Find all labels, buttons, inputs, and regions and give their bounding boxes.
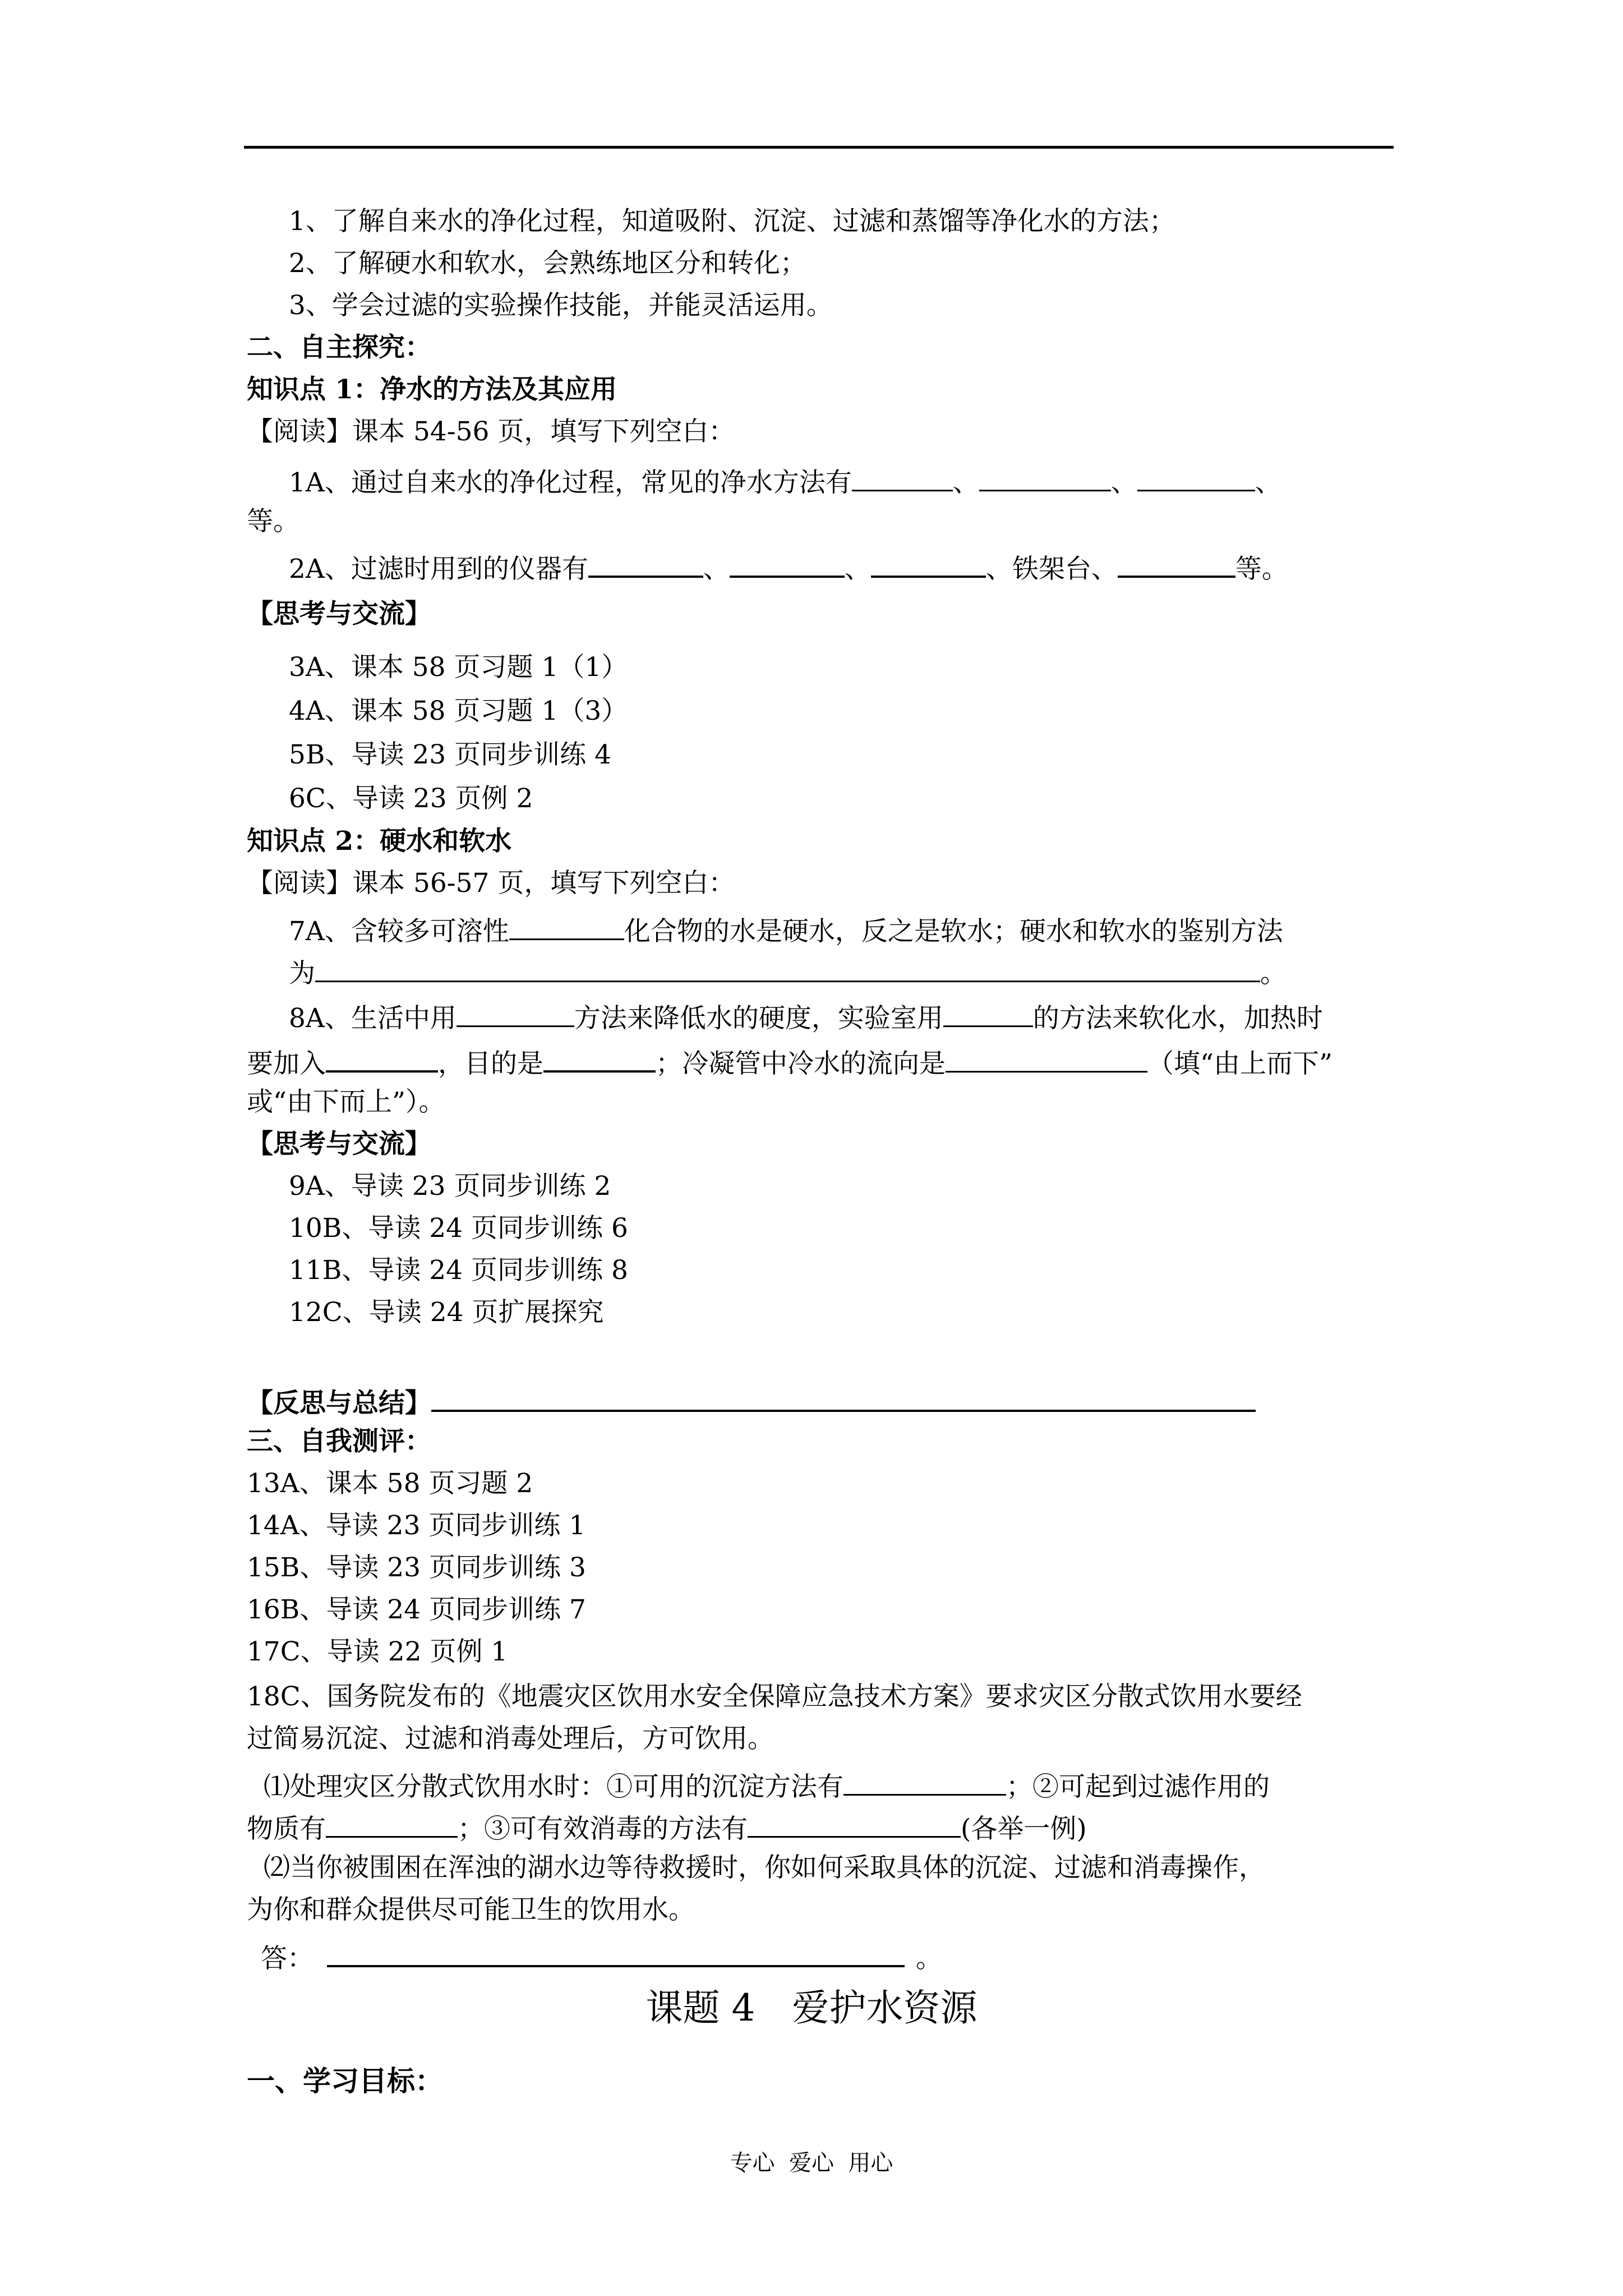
question-18C-line2: 过简易沉淀、过滤和消毒处理后，方可饮用。: [247, 1723, 774, 1754]
question-18C-part1-line2: [247, 1809, 1087, 1846]
question-text: 8A、生活中用: [289, 1003, 457, 1034]
kp1-read-instruction: 【阅读】课本 54-56 页，填写下列空白：: [247, 416, 735, 447]
separator: 、: [703, 554, 730, 585]
section-heading-selftest: 三、自我测评：: [247, 1426, 431, 1457]
test-item: 15B、导读 23 页同步训练 3: [247, 1552, 586, 1583]
answer-blank[interactable]: [871, 549, 986, 578]
kp2-item: 10B、导读 24 页同步训练 6: [289, 1213, 628, 1244]
question-text: 物质有: [247, 1814, 326, 1844]
objective-2: 2、了解硬水和软水，会熟练地区分和转化；: [289, 248, 806, 279]
reflect-summary: [247, 1383, 1256, 1420]
question-text: 。: [1260, 958, 1287, 989]
question-2A: [289, 549, 1288, 586]
question-text: 化合物的水是硬水，反之是软水；硬水和软水的鉴别方法: [624, 916, 1283, 947]
answer-blank[interactable]: [1137, 463, 1255, 491]
reflect-answer-blank[interactable]: [431, 1383, 1256, 1412]
answer-blank[interactable]: [979, 463, 1111, 491]
answer-blank[interactable]: [327, 1938, 905, 1967]
section-heading-goals: 一、学习目标：: [247, 2064, 443, 2097]
question-text: （填“由上而下”: [1147, 1048, 1333, 1079]
question-text: 。: [916, 1943, 942, 1974]
answer-blank[interactable]: [748, 1809, 961, 1838]
answer-line: [261, 1938, 942, 1976]
question-text: 的方法来软化水，加热时: [1032, 1003, 1323, 1034]
kp1-think-heading: 【思考与交流】: [247, 599, 431, 629]
kp1-item: 5B、导读 23 页同步训练 4: [289, 739, 611, 770]
question-text: 2A、过滤时用到的仪器有: [289, 554, 588, 585]
question-18C-part2-line2: 为你和群众提供尽可能卫生的饮用水。: [247, 1894, 695, 1925]
kp1-item: 3A、课本 58 页习题 1（1）: [289, 652, 628, 683]
objective-3: 3、学会过滤的实验操作技能，并能灵活运用。: [289, 290, 833, 321]
answer-blank[interactable]: [326, 1043, 438, 1073]
objective-1: 1、了解自来水的净化过程，知道吸附、沉淀、过滤和蒸馏等净化水的方法；: [289, 206, 1175, 237]
question-7A: [289, 912, 1283, 949]
answer-blank[interactable]: [588, 549, 703, 578]
question-text: 方法来降低水的硬度，实验室用: [574, 1003, 943, 1034]
question-text: (各举一例): [961, 1814, 1087, 1844]
question-1A: [289, 463, 1281, 500]
question-7A-line2: [289, 954, 1287, 991]
test-item: 13A、课本 58 页习题 2: [247, 1468, 533, 1499]
header-rule: [244, 146, 1394, 149]
question-text: ⑴处理灾区分散式饮用水时：①可用的沉淀方法有: [264, 1772, 843, 1802]
answer-blank[interactable]: [852, 463, 953, 491]
page-footer: 专心 爱心 用心: [730, 2150, 893, 2176]
question-text: 要加入: [247, 1048, 326, 1079]
kp1-item: 6C、导读 23 页例 2: [289, 783, 533, 814]
question-8A-line2: [247, 1043, 1332, 1081]
question-text: 、铁架台、: [985, 554, 1118, 585]
question-text: ；③可有效消毒的方法有: [458, 1814, 748, 1844]
question-text: 等。: [1235, 554, 1288, 585]
question-18C-line1: 18C、国务院发布的《地震灾区饮用水安全保障应急技术方案》要求灾区分散式饮用水要经: [247, 1681, 1302, 1712]
reflect-label: 【反思与总结】: [247, 1388, 431, 1419]
separator: 、: [1255, 467, 1281, 498]
answer-blank[interactable]: [843, 1767, 1006, 1796]
question-text: 为: [289, 958, 315, 989]
lesson-title: 课题 4 爱护水资源: [645, 1986, 978, 2030]
answer-blank[interactable]: [509, 912, 624, 940]
kp2-read-instruction: 【阅读】课本 56-57 页，填写下列空白：: [247, 868, 735, 899]
kp1-item: 4A、课本 58 页习题 1（3）: [289, 696, 628, 726]
test-item: 16B、导读 24 页同步训练 7: [247, 1594, 586, 1625]
question-18C-part1: [264, 1767, 1270, 1804]
test-item: 14A、导读 23 页同步训练 1: [247, 1510, 586, 1541]
question-text: ；冷凝管中冷水的流向是: [656, 1048, 946, 1079]
question-1A-end: 等。: [247, 506, 299, 537]
answer-blank[interactable]: [943, 999, 1033, 1027]
question-text: ；②可起到过滤作用的: [1006, 1772, 1270, 1802]
kp1-heading: 知识点 1：净水的方法及其应用: [247, 374, 617, 405]
answer-blank[interactable]: [946, 1044, 1147, 1073]
kp2-item: 12C、导读 24 页扩展探究: [289, 1297, 604, 1328]
answer-blank[interactable]: [1118, 549, 1235, 578]
kp2-item: 11B、导读 24 页同步训练 8: [289, 1255, 628, 1286]
question-18C-part2: ⑵当你被围困在浑浊的湖水边等待救援时，你如何采取具体的沉淀、过滤和消毒操作，: [264, 1852, 1265, 1883]
answer-label: 答：: [261, 1943, 313, 1974]
separator: 、: [1110, 467, 1137, 498]
answer-blank[interactable]: [315, 954, 1260, 982]
section-heading-explore: 二、自主探究：: [247, 332, 431, 363]
question-text: 1A、通过自来水的净化过程，常见的净水方法有: [289, 467, 852, 498]
answer-blank[interactable]: [326, 1809, 458, 1838]
kp2-heading: 知识点 2：硬水和软水: [247, 826, 512, 857]
question-8A-line3: 或“由下而上”）。: [247, 1087, 445, 1117]
question-8A: [289, 999, 1323, 1036]
separator: 、: [952, 467, 979, 498]
separator: 、: [844, 554, 871, 585]
test-item: 17C、导读 22 页例 1: [247, 1636, 508, 1667]
question-text: ，目的是: [438, 1048, 543, 1079]
kp2-think-heading: 【思考与交流】: [247, 1129, 431, 1159]
answer-blank[interactable]: [730, 549, 845, 578]
answer-blank[interactable]: [543, 1043, 656, 1073]
answer-blank[interactable]: [457, 999, 574, 1027]
question-text: 7A、含较多可溶性: [289, 916, 509, 947]
kp2-item: 9A、导读 23 页同步训练 2: [289, 1171, 611, 1202]
